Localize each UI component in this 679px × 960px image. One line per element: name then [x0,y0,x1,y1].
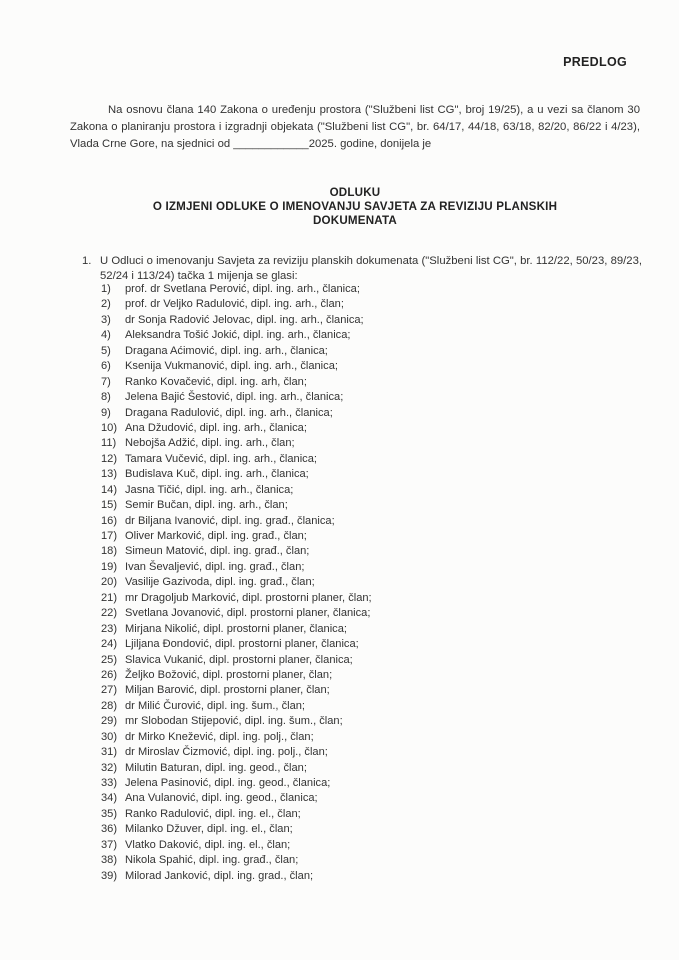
member-entry: Ranko Radulović, dipl. ing. el., član; [125,807,301,820]
member-list-item [101,529,372,544]
member-list-item [101,313,372,328]
member-number: 5) [101,344,111,357]
member-list-item [101,622,372,637]
member-number: 19) [101,560,118,573]
member-entry: dr Miroslav Čizmović, dipl. ing. polj., član; [125,746,328,759]
member-number: 35) [101,807,118,820]
member-entry: Simeun Matović, dipl. ing. građ., član; [125,545,310,558]
member-number: 14) [101,483,118,496]
member-entry: Milanko Džuver, dipl. ing. el., član; [125,823,293,836]
member-entry: Željko Božović, dipl. prostorni planer, član; [125,668,333,681]
member-entry: Vasilije Gazivoda, dipl. ing. građ., član; [125,576,315,589]
member-list-item [101,822,372,837]
member-list-item [101,544,372,559]
member-entry: Milorad Janković, dipl. ing. grad., član; [125,869,314,882]
title-line-2: O IZMJENI ODLUKE O IMENOVANJU SAVJETA ZA REVIZIJU PLANSKIH [152,200,558,213]
article-text: U Odluci o imenovanju Savjeta za reviziju planskih dokumenata ("Službeni list CG", br. 112/22, 50/23, 89/23, 52/24 i 113/24) tačka 1 mijenja se glasi: [100,255,642,282]
member-entry: Slavica Vukanić, dipl. prostorni planer, članica; [125,653,353,666]
member-entry: Mirjana Nikolić, dipl. prostorni planer, članica; [125,622,347,635]
member-list-item [101,668,372,683]
member-list-item [101,838,372,853]
member-entry: Jelena Bajić Šestović, dipl. ing. arh., članica; [125,391,344,404]
member-entry: Milutin Baturan, dipl. ing. geod., član; [125,761,307,774]
member-list-item [101,514,372,529]
member-number: 18) [101,545,118,558]
member-list-item [101,560,372,575]
member-list-item [101,776,372,791]
member-number: 2) [101,298,111,311]
member-list-item [101,282,372,297]
member-number: 4) [101,329,111,342]
member-list-item [101,575,372,590]
member-number: 24) [101,638,118,651]
member-number: 38) [101,854,118,867]
date-blank: ____________ [233,138,309,150]
member-number: 8) [101,391,111,404]
member-list-item [101,390,372,405]
member-number: 39) [101,869,118,882]
member-list-item [101,714,372,729]
member-list-item [101,653,372,668]
preamble-paragraph [70,102,640,153]
member-entry: Vlatko Daković, dipl. ing. el., član; [125,838,291,851]
member-list-item [101,375,372,390]
member-entry: Jelena Pasinović, dipl. ing. geod., članica; [125,777,331,789]
member-entry: Ljiljana Đondović, dipl. prostorni planer, članica; [125,638,359,651]
member-entry: Budislava Kuč, dipl. ing. arh., članica; [125,468,309,481]
member-entry: prof. dr Svetlana Perović, dipl. ing. arh., članica; [125,283,360,295]
article-number: 1. [82,255,92,267]
decision-title [70,186,640,228]
member-number: 31) [101,746,118,759]
member-list-item [101,591,372,606]
member-number: 23) [101,622,118,635]
title-line-1: ODLUKU [329,186,381,199]
member-list-item [101,359,372,374]
member-entry: mr Slobodan Stijepović, dipl. ing. šum., član; [125,715,343,728]
member-number: 20) [101,576,118,589]
member-entry: dr Biljana Ivanović, dipl. ing. građ., članica; [125,514,335,527]
member-number: 3) [101,313,111,326]
member-entry: Ivan Ševaljević, dipl. ing. građ., član; [125,560,305,573]
member-number: 29) [101,715,118,728]
member-number: 34) [101,792,118,805]
member-list-item [101,807,372,822]
member-list-item [101,297,372,312]
member-entry: prof. dr Veljko Radulović, dipl. ing. arh., član; [125,298,344,311]
member-number: 32) [101,761,118,774]
member-number: 13) [101,468,118,481]
member-entry: Miljan Barović, dipl. prostorni planer, član; [125,684,330,697]
member-entry: Aleksandra Tošić Jokić, dipl. ing. arh., članica; [125,329,351,342]
member-number: 36) [101,823,118,836]
member-list-item [101,344,372,359]
member-list-item [101,745,372,760]
member-number: 21) [101,591,118,604]
member-list-item [101,328,372,343]
member-list-item [101,436,372,451]
member-entry: Semir Bučan, dipl. ing. arh., član; [125,499,288,512]
member-number: 25) [101,653,118,666]
member-list-item [101,483,372,498]
member-entry: Dragana Radulović, dipl. ing. arh., članica; [125,406,333,419]
member-number: 16) [101,514,118,527]
draft-label: PREDLOG [563,55,627,69]
member-list-item [101,761,372,776]
member-number: 27) [101,684,118,697]
member-list-item [101,869,372,884]
member-entry: Nikola Spahić, dipl. ing. građ., član; [125,854,299,867]
member-list-item [101,452,372,467]
member-number: 9) [101,406,111,419]
member-list-item [101,606,372,621]
member-entry: Ana Vulanović, dipl. ing. geod., članica; [125,792,318,805]
member-number: 11) [101,437,117,450]
member-entry: Oliver Marković, dipl. ing. građ., član; [125,530,307,542]
member-number: 6) [101,360,111,373]
article-1 [82,254,642,283]
member-entry: Nebojša Adžić, dipl. ing. arh., član; [125,437,295,450]
member-list-item [101,406,372,421]
member-entry: Tamara Vučević, dipl. ing. arh., članica; [125,452,317,465]
member-list-item [101,421,372,436]
member-number: 37) [101,838,118,851]
member-number: 12) [101,452,118,465]
member-number: 30) [101,730,118,743]
member-number: 10) [101,421,118,434]
member-list-item [101,853,372,868]
member-number: 15) [101,499,118,512]
member-entry: mr Dragoljub Marković, dipl. prostorni planer, član; [125,591,372,604]
member-entry: dr Sonja Radović Jelovac, dipl. ing. arh., članica; [125,313,364,326]
member-list-item [101,498,372,513]
member-list-item [101,467,372,482]
member-entry: dr Mirko Knežević, dipl. ing. polj., član; [125,730,314,743]
member-list-item [101,637,372,652]
member-number: 22) [101,607,118,620]
member-number: 1) [101,283,111,295]
member-entry: Jasna Tičić, dipl. ing. arh., članica; [125,483,294,496]
member-entry: dr Milić Čurović, dipl. ing. šum., član; [125,699,306,712]
member-number: 26) [101,668,118,681]
member-list [101,282,372,884]
member-entry: Dragana Aćimović, dipl. ing. arh., članica; [125,344,328,357]
preamble-text-end: 2025. godine, donijela je [308,138,432,150]
title-line-3: DOKUMENATA [312,214,397,227]
member-list-item [101,699,372,714]
member-number: 17) [101,530,118,542]
member-number: 33) [101,777,118,789]
member-list-item [101,683,372,698]
preamble-text: Na osnovu člana 140 Zakona o uređenju prostora ("Službeni list CG", broj 19/25), a u vezi sa članom 30 Zakona o planiranju prostora i izgradnji objekata ("Službeni list CG", br. 64/17, 44/18, 63/18, 82/20, 86/22 i 4/23), Vlada Crne Gore, na sjednici od [70,104,640,150]
member-entry: Svetlana Jovanović, dipl. prostorni planer, članica; [125,607,371,620]
member-entry: Ana Džudović, dipl. ing. arh., članica; [125,421,307,434]
member-number: 7) [101,375,111,388]
member-entry: Ranko Kovačević, dipl. ing. arh, član; [125,375,307,388]
member-list-item [101,791,372,806]
member-number: 28) [101,699,118,712]
member-list-item [101,730,372,745]
member-entry: Ksenija Vukmanović, dipl. ing. arh., članica; [125,360,338,373]
